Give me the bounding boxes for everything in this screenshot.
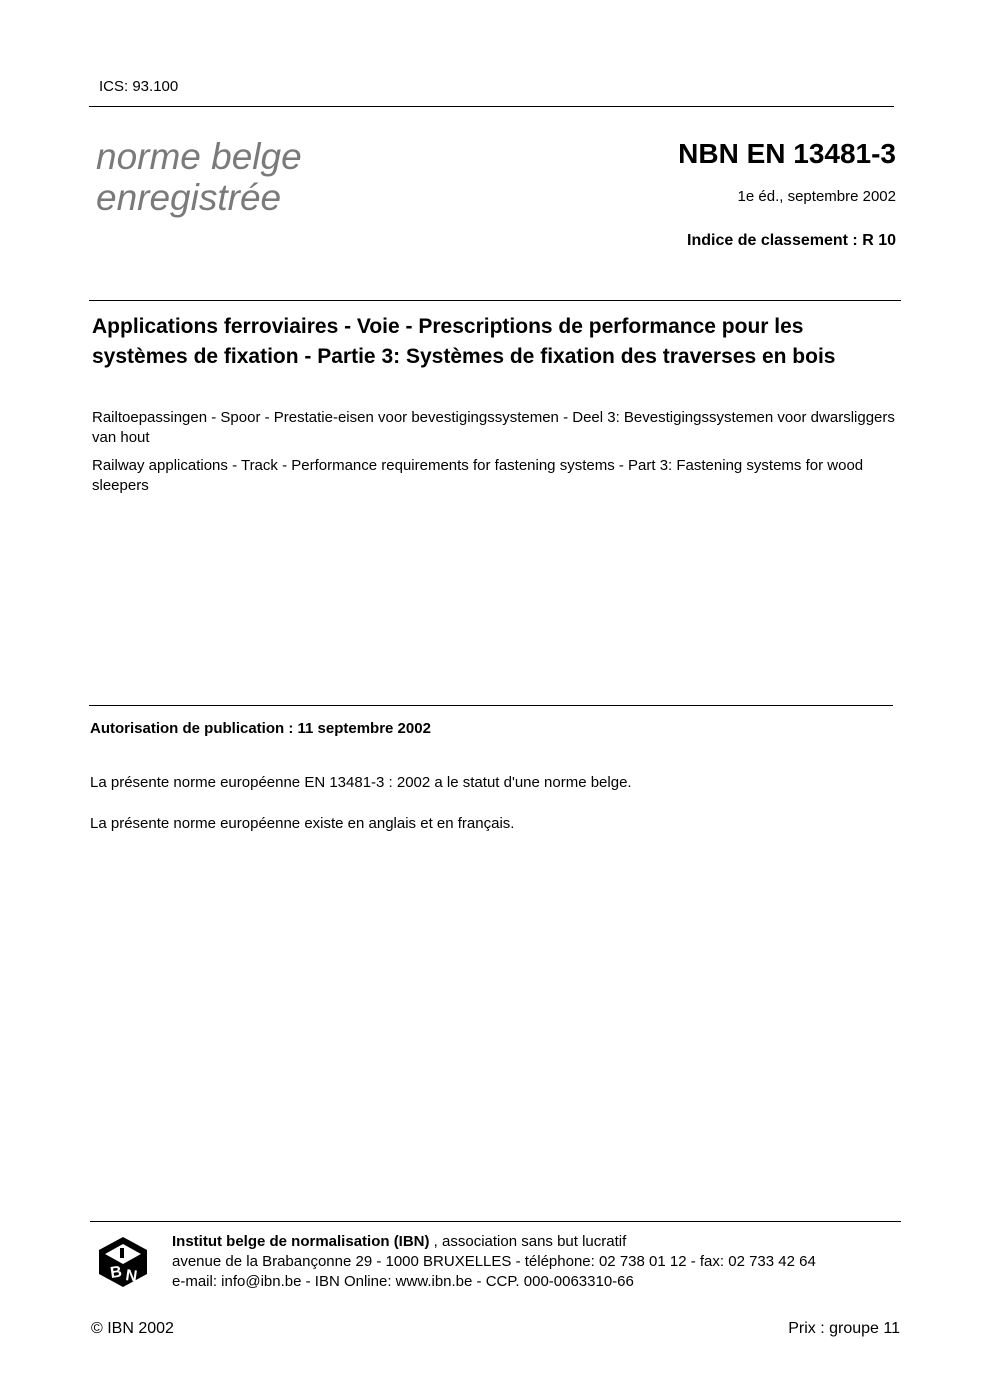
status-statement: La présente norme européenne EN 13481-3 : 2002 a le statut d'une norme belge. — [90, 774, 632, 791]
norme-belge-line2: enregistrée — [96, 177, 282, 218]
svg-text:N: N — [124, 1267, 139, 1286]
organisation-contact: e-mail: info@ibn.be - IBN Online: www.ibn.be - CCP. 000-0063310-66 — [172, 1273, 634, 1290]
svg-text:B: B — [109, 1263, 124, 1282]
norme-belge-heading — [96, 136, 302, 218]
language-statement: La présente norme européenne existe en anglais et en français. — [90, 815, 515, 832]
organisation-name-line — [172, 1232, 816, 1252]
organisation-name: Institut belge de normalisation (IBN) — [172, 1233, 430, 1250]
publication-authorisation: Autorisation de publication : 11 septembre 2002 — [90, 720, 431, 737]
norme-belge-line1: norme belge — [96, 136, 302, 177]
ibn-logo — [97, 1236, 149, 1288]
title-french: Applications ferroviaires - Voie - Prescriptions de performance pour les systèmes de fixation - Partie 3: Systèmes de fixation des traverses en bois — [92, 315, 836, 368]
footer-divider — [90, 1221, 901, 1222]
title-dutch: Railtoepassingen - Spoor - Prestatie-eisen voor bevestigingssystemen - Deel 3: Bevestigingssystemen voor dwarsliggers van hout — [92, 409, 895, 446]
organisation-address: avenue de la Brabançonne 29 - 1000 BRUXELLES - téléphone: 02 738 01 12 - fax: 02 733 42 64 — [172, 1253, 816, 1270]
organisation-block — [172, 1232, 816, 1292]
price-group: Prix : groupe 11 — [788, 1320, 900, 1337]
copyright: © IBN 2002 — [91, 1320, 174, 1337]
classification-index: Indice de classement : R 10 — [687, 232, 896, 249]
title-english: Railway applications - Track - Performance requirements for fastening systems - Part 3: Fastening systems for wood sleepers — [92, 457, 864, 494]
organisation-status: , association sans but lucratif — [429, 1233, 627, 1250]
top-divider — [89, 106, 894, 107]
edition-date: 1e éd., septembre 2002 — [737, 188, 896, 205]
title-divider — [89, 300, 901, 301]
body-divider — [89, 705, 893, 706]
standard-reference: NBN EN 13481-3 — [678, 138, 896, 169]
ics-code: ICS: 93.100 — [99, 78, 179, 95]
